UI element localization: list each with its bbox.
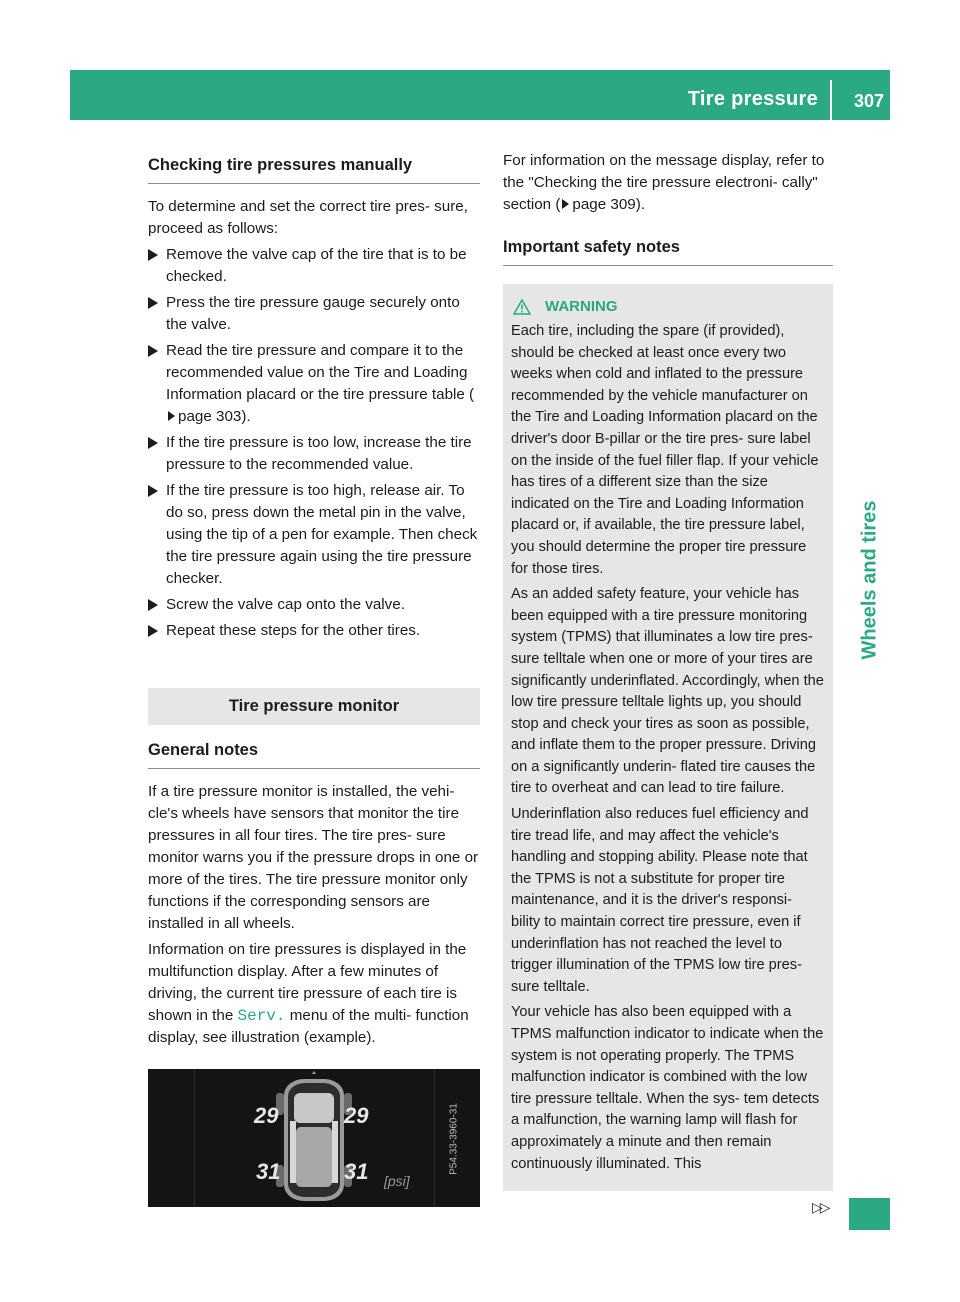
tire-pressure-rear-right: 31	[344, 1159, 369, 1184]
header-bar	[70, 70, 890, 120]
tire-pressure-front-left: 29	[254, 1103, 279, 1128]
step-arrow-icon	[148, 437, 158, 449]
page-title: Tire pressure	[687, 88, 818, 110]
general-notes-p2: Information on tire pressures is displayed in the multifunction display. After a few minutes of driving, the current tire pressure of each tire is shown in the Serv. menu of the multi- function display, see illustration (example).	[148, 941, 469, 1046]
step-arrow-icon	[148, 485, 158, 497]
general-notes-heading: General notes	[148, 735, 480, 769]
warning-box	[503, 284, 833, 1191]
chapter-tab-label: Wheels and tires	[858, 500, 881, 660]
warning-p2: As an added safety feature, your vehicle has been equipped with a tire pressure monitoring system (TPMS) that illuminates a low tire pres- sure telltale when one or more of your tires are significantly underinflated. Accordingly, when the low tire pressure telltale lights up, you should stop and check your tires as soon as possible, and inflate them to the proper pressure. Driving on a significantly underin- flated tire causes the tire to overheat and can lead to tire failure.	[511, 586, 824, 797]
left-column	[148, 150, 480, 1207]
warning-p4: Your vehicle has also been equipped with a TPMS malfunction indicator to indicate when the system is not operating properly. The TPMS malfunction indicator is combined with the low tire pressure telltale. When the sys- tem detects a malfunction, the warning lamp will flash for approximately a minute and then remain continuously illuminated. This	[511, 1004, 824, 1172]
right-column	[503, 150, 833, 1191]
step-arrow-icon	[148, 345, 158, 357]
page-ref-icon	[562, 199, 569, 209]
page-ref-link[interactable]: page 303).	[178, 408, 251, 425]
list-item: Screw the valve cap onto the valve.	[148, 594, 480, 616]
chapter-tab-marker	[849, 1198, 890, 1230]
display-separator	[434, 1069, 435, 1207]
multifunction-display-illustration: 29 29 31 31 [psi] P54.33-3960-31	[148, 1069, 480, 1207]
list-item: Remove the valve cap of the tire that is to be checked.	[148, 244, 480, 288]
continue-arrows-icon: ▷▷	[812, 1199, 828, 1215]
list-item: If the tire pressure is too low, increase the tire pressure to the recommended value.	[148, 432, 480, 476]
serv-menu-label: Serv.	[237, 1007, 286, 1025]
step-arrow-icon	[148, 249, 158, 261]
display-separator	[194, 1069, 195, 1207]
warning-triangle-icon	[513, 299, 531, 315]
warning-p1: Each tire, including the spare (if provided), should be checked at least once every two weeks when cold and inflated to the pressure recommended by the vehicle manufacturer on the Tire and Loading Information placard on the driver's door B-pillar or the tire pres- sure label on the inside of the fuel filler flap. If your vehicle has tires of a different size than the size indicated on the Tire and Loading Information placard or, if available, the tire pressure label, you should determine the proper tire pressure for those tires.	[511, 323, 819, 577]
tire-pressure-rear-left: 31	[256, 1159, 281, 1184]
tire-pressure-front-right: 29	[344, 1103, 369, 1128]
page-ref-icon	[168, 411, 175, 421]
list-item: Repeat these steps for the other tires.	[148, 620, 480, 642]
list-item: Press the tire pressure gauge securely onto the valve.	[148, 292, 480, 336]
warning-title: WARNING	[545, 298, 618, 315]
header-divider	[830, 80, 832, 120]
checking-intro: To determine and set the correct tire pres- sure, proceed as follows:	[148, 198, 468, 237]
list-item: If the tire pressure is too high, release air. To do so, press down the metal pin in the valve, using the tip of a pen for example. Then check the tire pressure again using the tire pressure checker.	[148, 480, 480, 590]
step-arrow-icon	[148, 625, 158, 637]
general-notes-p1: If a tire pressure monitor is installed, the vehi- cle's wheels have sensors that monitor the tire pressures in all four tires. The tire pres- sure monitor warns you if the pressure drops in one or more of the tires. The tire pressure monitor only functions if the corresponding sensors are installed in all wheels.	[148, 783, 479, 932]
message-display-intro: For information on the message display, refer to the "Checking the tire pressure electroni- cally" section ( page 309).	[503, 152, 825, 213]
checking-heading: Checking tire pressures manually	[148, 150, 480, 184]
warning-header	[511, 298, 825, 315]
warning-p3: Underinflation also reduces fuel efficiency and tire tread life, and may affect the vehicle's handling and stopping ability. Please note that the TPMS is not a substitute for proper tire maintenance, and it is the driver's responsi- bility to maintain correct tire pressure, even if underinflation has not reached the level to trigger illumination of the TPMS low tire pres- sure telltale.	[511, 806, 809, 995]
page-ref-link[interactable]: page 309).	[572, 196, 646, 213]
step-list	[148, 244, 480, 642]
section-band-tire-pressure-monitor: Tire pressure monitor	[148, 688, 480, 725]
pressure-unit: [psi]	[384, 1173, 410, 1189]
step-arrow-icon	[148, 599, 158, 611]
page-number: 307	[853, 91, 884, 111]
list-item: Read the tire pressure and compare it to the recommended value on the Tire and Loading Information placard or the tire pressure table (page 303).	[148, 340, 480, 428]
safety-notes-heading: Important safety notes	[503, 232, 833, 266]
step-arrow-icon	[148, 297, 158, 309]
